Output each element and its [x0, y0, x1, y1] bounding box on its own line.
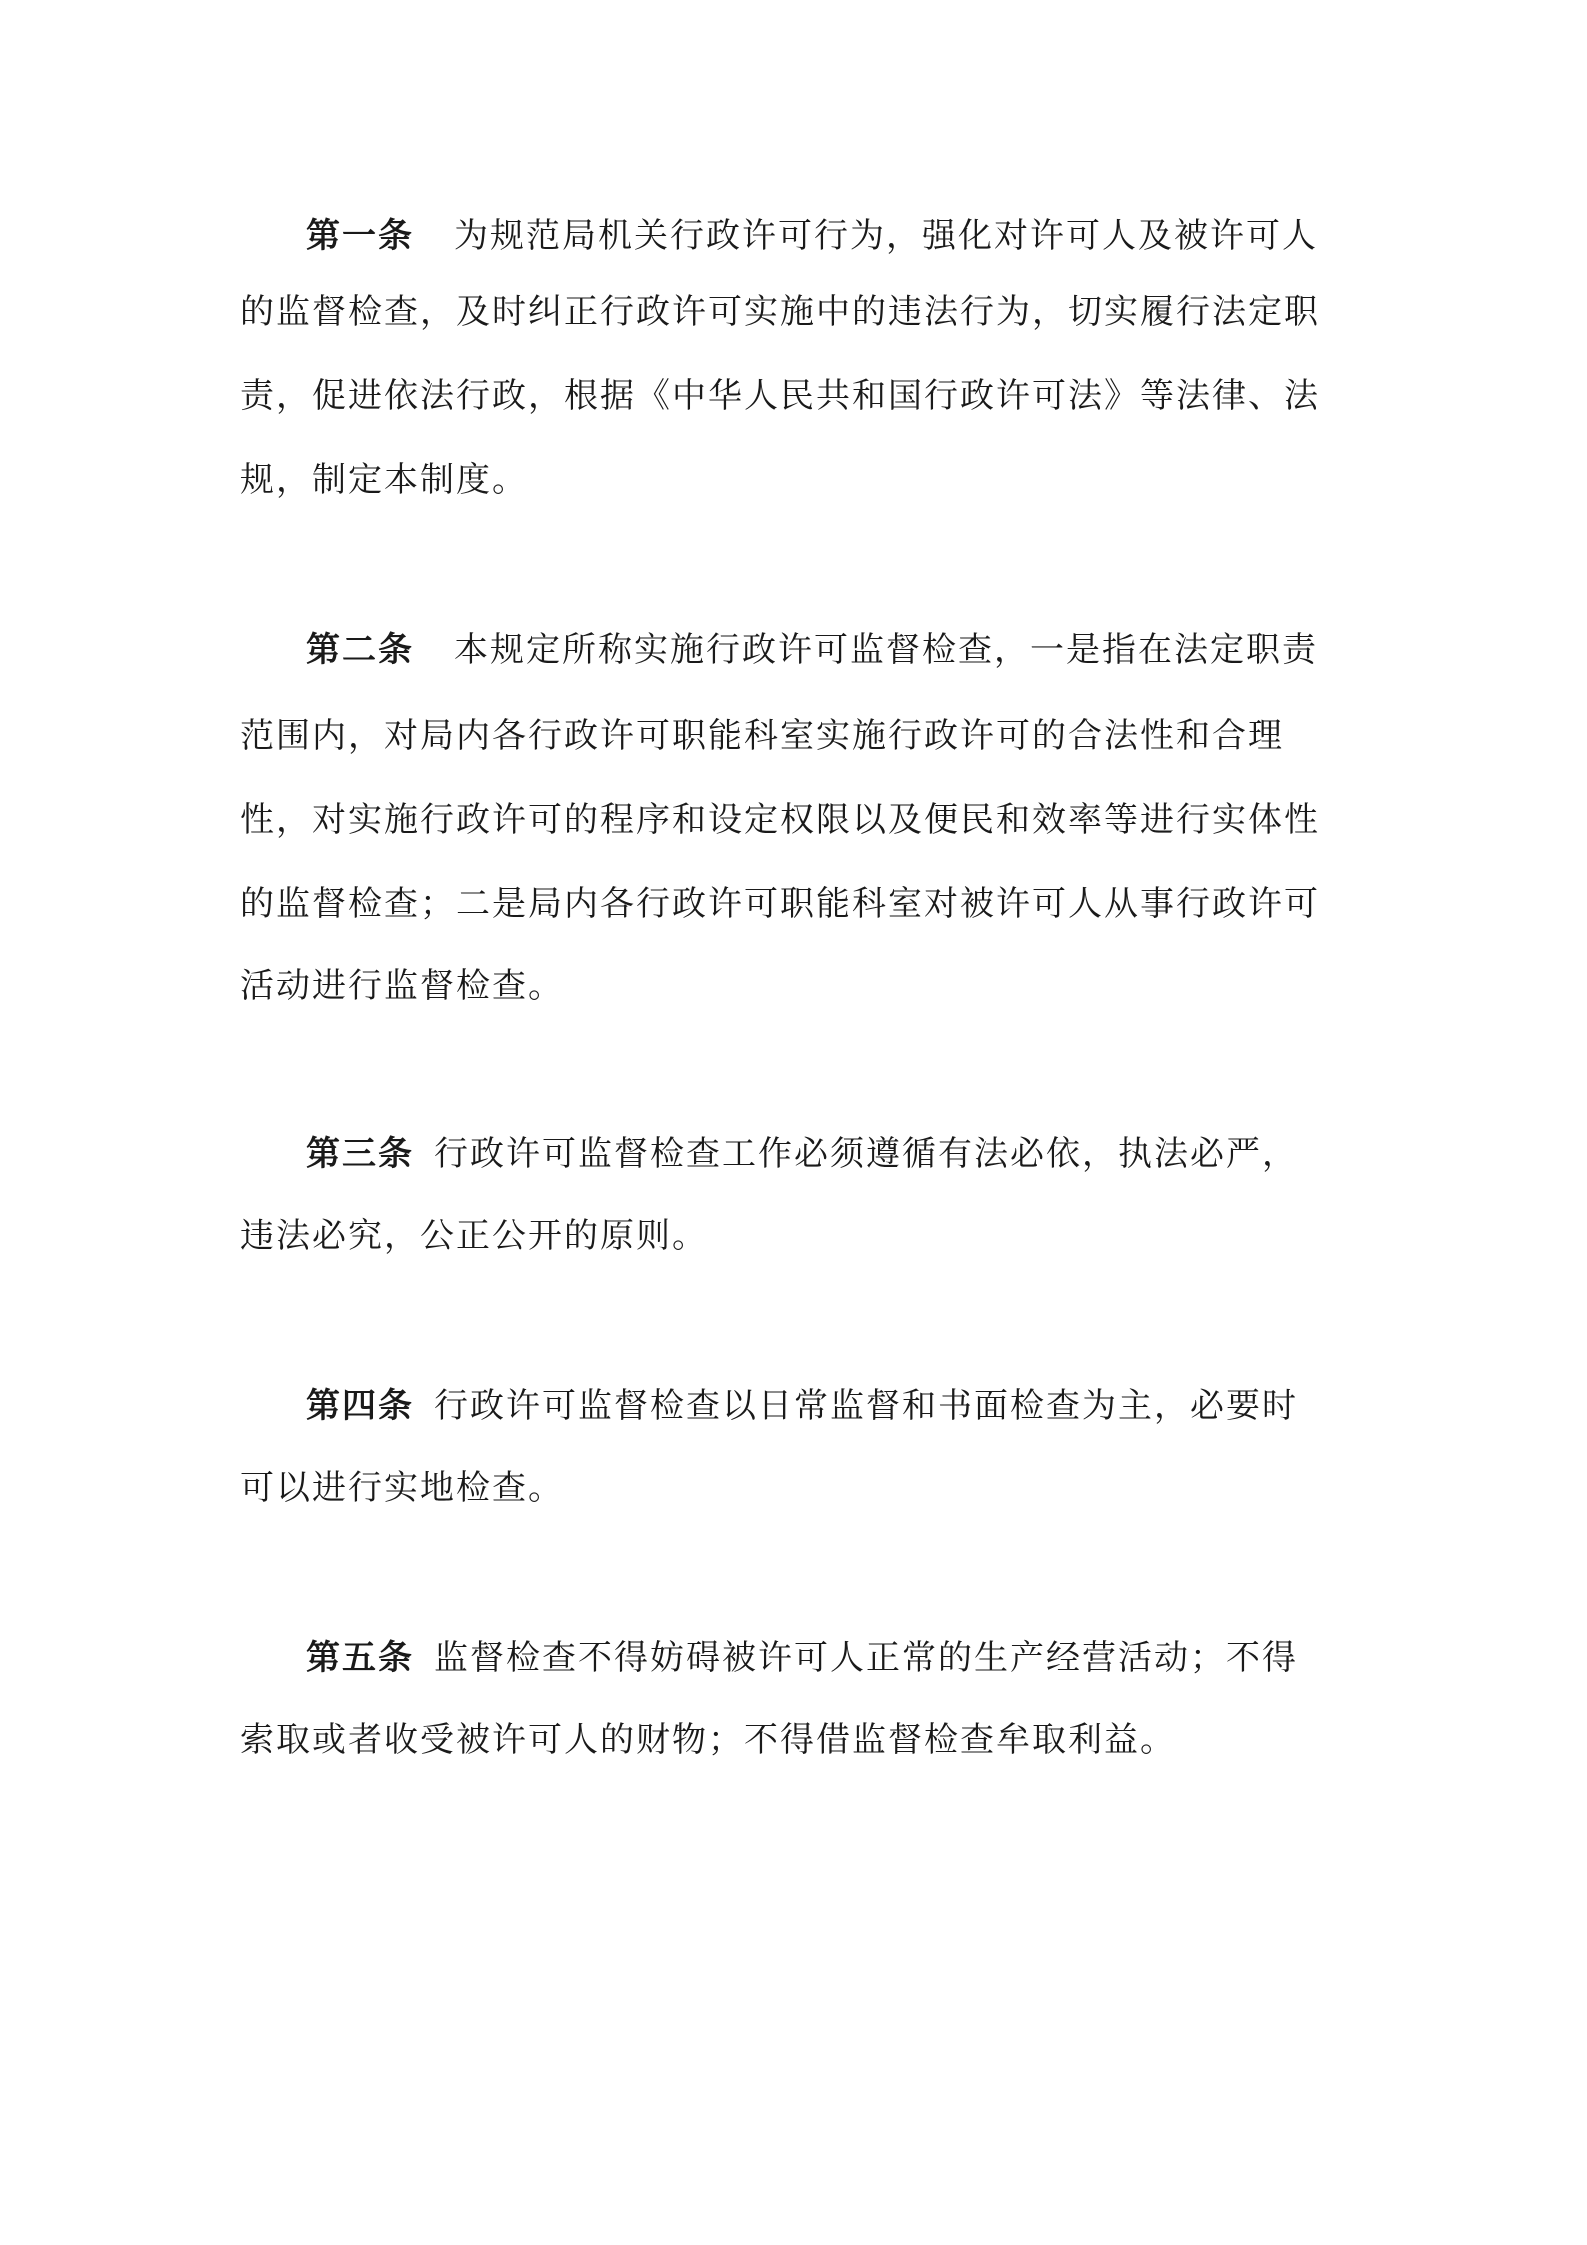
article-number: 第四条 [306, 1386, 414, 1426]
article-number: 第三条 [306, 1134, 414, 1174]
article-line: 性，对实施行政许可的程序和设定权限以及便民和效率等进行实体性 [240, 800, 1320, 840]
article-line: 索取或者收受被许可人的财物；不得借监督检查牟取利益。 [240, 1720, 1176, 1760]
article-number: 第五条 [306, 1638, 414, 1678]
article-line: 规，制定本制度。 [240, 460, 528, 500]
article-line: 的监督检查；二是局内各行政许可职能科室对被许可人从事行政许可 [240, 884, 1320, 924]
article-line: 的监督检查，及时纠正行政许可实施中的违法行为，切实履行法定职 [240, 292, 1320, 332]
article-line: 第二条 本规定所称实施行政许可监督检查，一是指在法定职责 [306, 630, 1318, 670]
article-line: 活动进行监督检查。 [240, 966, 564, 1006]
article-line: 范围内，对局内各行政许可职能科室实施行政许可的合法性和合理 [240, 716, 1284, 756]
article-line: 第五条 监督检查不得妨碍被许可人正常的生产经营活动；不得 [306, 1638, 1298, 1678]
article-line: 第四条 行政许可监督检查以日常监督和书面检查为主，必要时 [306, 1386, 1298, 1426]
article-line: 责，促进依法行政，根据《中华人民共和国行政许可法》等法律、法 [240, 376, 1320, 416]
article-line: 第一条 为规范局机关行政许可行为，强化对许可人及被许可人 [306, 216, 1318, 256]
article-number: 第一条 [306, 216, 414, 256]
article-line: 可以进行实地检查。 [240, 1468, 564, 1508]
article-line: 违法必究，公正公开的原则。 [240, 1216, 708, 1256]
article-line: 第三条 行政许可监督检查工作必须遵循有法必依，执法必严， [306, 1134, 1298, 1174]
article-number: 第二条 [306, 630, 414, 670]
